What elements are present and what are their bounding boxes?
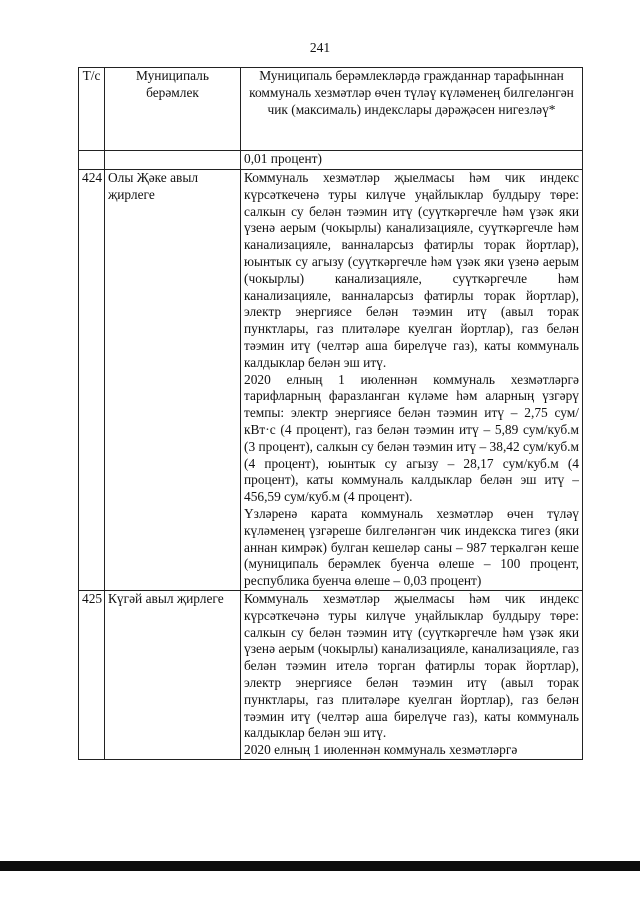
municipality-name: Олы Җәке авыл җирлеге (105, 170, 241, 591)
justification-paragraph: Үзләренә карата коммуналь хезмәтләр өчен түләү күләменең үзгәреше билгеләнгән чик индекска тигез (яки аннан кимрәк) булган кешеләр саны – 987 теркәлгән кеше (муниципаль берәмлек буенча өлеше – 100 процент, республика буенча өлеше – 0,03 процент) (244, 505, 579, 589)
row-number: 424 (79, 170, 105, 591)
municipality-name: Күгәй авыл җирлеге (105, 590, 241, 759)
table-header-row (79, 68, 583, 151)
table-row (79, 590, 583, 759)
continuation-name-cell (105, 151, 241, 170)
continuation-text: 0,01 процент) (241, 151, 583, 170)
header-number: Т/с (79, 68, 105, 151)
justification-paragraph: Коммуналь хезмәтләр җыелмасы һәм чик индекс күрсәткеченә туры килүче уңайлыклар булдыру төре: салкын су белән тәэмин итү (суүткәргечле һәм үзәк яки үзенә аерым (чокырлы) канализацияле, суүткәргечле һәм канализацияле, ванналарсыз фатирлы торак йортлар), юынтык су агызу (суүткәргечле һәм үзәк яки үзенә аерым (чокырлы) канализацияле, суүткәргечле һәм канализацияле, ванналарсыз фатирлы торак йортлар), электр энергиясе белән тәэмин итү (авыл торак пунктлары, газ плитәләре куелган йортлар), газ белән тәэмин итү (челтәр аша бирелүче газ), каты коммуналь калдыклар белән эш итү. (244, 170, 579, 370)
row-number: 425 (79, 590, 105, 759)
justification-paragraph: 2020 елның 1 июленнән коммуналь хезмәтләргә (244, 742, 518, 758)
justification-cell (241, 590, 583, 759)
table-row (79, 170, 583, 591)
continuation-num-cell (79, 151, 105, 170)
scan-edge-bar (0, 861, 640, 871)
justification-paragraph: Коммуналь хезмәтләр җыелмасы һәм чик индекс күрсәткечәнә туры килүче уңайлыклар булдыру төре: салкын су белән тәэмин итү (суүткәргечле һәм үзәк яки үзенә аерым (чокырлы) канализацияле, канализацияле, газ белән тәэмин ителә торган фатирлы торак йортлар), электр энергиясе белән тәэмин итү (авыл торак пунктлары, газ плитәләре куелган йортлар), газ белән тәэмин итү (челтәр аша бирелүче газ), каты коммуналь калдыклар белән эш итү. (244, 590, 579, 741)
index-justification-table (78, 67, 583, 760)
header-municipality: Муниципаль берәмлек (105, 68, 241, 151)
justification-paragraph: 2020 елның 1 июленнән коммуналь хезмәтләргә тарифларның фаразланган күләме һәм аларның үзгәрү темпы: электр энергиясе белән тәэмин итү – 2,75 сум/кВт·с (4 процент), газ белән тәэмин итү – 5,89 сум/куб.м (3 процент), салкын су белән тәэмин итү – 38,42 сум/куб.м (4 процент), юынтык су агызу – 28,17 сум/куб.м (4 процент), каты коммуналь калдыклар белән эш итү – 456,59 сум/куб.м (4 процент). (244, 371, 579, 505)
justification-cell (241, 170, 583, 591)
page-number: 241 (309, 40, 331, 55)
continuation-row (79, 151, 583, 170)
header-justification: Муниципаль берәмлекләрдә гражданнар тарафыннан коммуналь хезмәтләр өчен түләү күләменең билгеләнгән чик (максималь) индекслары дәрәҗәсен нигезләү* (241, 68, 583, 151)
